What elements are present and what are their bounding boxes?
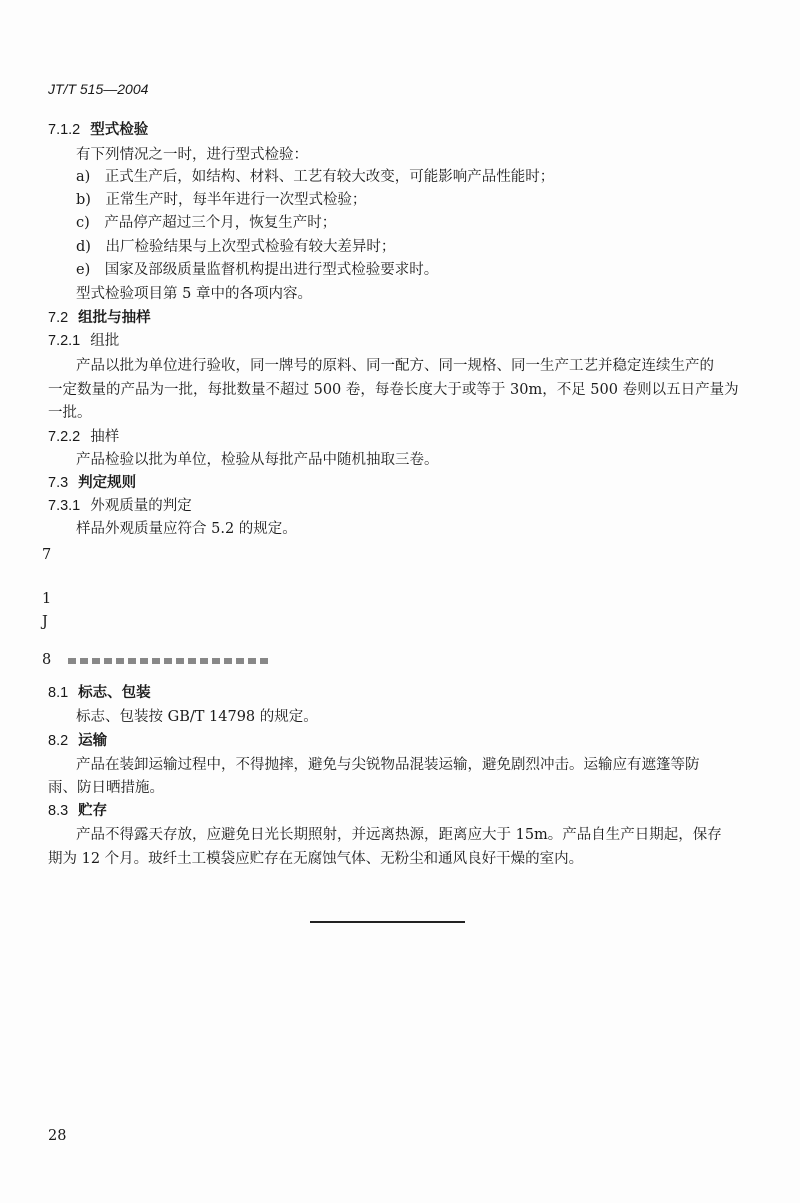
paragraph: 期为 12 个月。玻纤土工模袋应贮存在无腐蚀气体、无粉尘和通风良好干燥的室内。: [48, 851, 584, 867]
end-rule: [310, 921, 465, 923]
list-item: a) 正式生产后，如结构、材料、工艺有较大改变，可能影响产品性能时；: [76, 169, 555, 185]
garbled-heading: [68, 658, 268, 664]
paragraph: 一批。: [48, 405, 92, 421]
heading-7-1-2: 7.1.2 型式检验: [48, 122, 149, 138]
paragraph: 产品在装卸运输过程中，不得抛摔，避免与尖锐物品混装运输，避免剧烈冲击。运输应有遮篷等防: [76, 757, 700, 773]
heading-7-2: 7.2 组批与抽样: [48, 310, 151, 326]
clipped-fragment: 7: [42, 547, 52, 563]
heading-8-3: 8.3 贮存: [48, 803, 108, 819]
paragraph: 样品外观质量应符合 5.2 的规定。: [76, 521, 297, 537]
clipped-fragment: 1: [42, 591, 52, 607]
paragraph: 产品不得露天存放，应避免日光长期照射，并远离热源，距离应大于 15m。产品自生产日期起，保存: [76, 827, 722, 843]
heading-7-2-2: 7.2.2 抽样: [48, 429, 120, 445]
paragraph: 有下列情况之一时，进行型式检验：: [76, 147, 308, 163]
standard-header: JT/T 515—2004: [48, 81, 149, 97]
paragraph: 型式检验项目第 5 章中的各项内容。: [76, 286, 312, 302]
clipped-fragment: J: [42, 614, 48, 630]
page-number: 28: [48, 1128, 67, 1144]
list-item: d) 出厂检验结果与上次型式检验有较大差异时；: [76, 239, 396, 255]
list-item: b) 正常生产时，每半年进行一次型式检验；: [76, 192, 367, 208]
heading-7-3-1: 7.3.1 外观质量的判定: [48, 498, 192, 514]
list-item: e) 国家及部级质量监督机构提出进行型式检验要求时。: [76, 262, 439, 278]
heading-8-2: 8.2 运输: [48, 733, 108, 749]
list-item: c) 产品停产超过三个月，恢复生产时；: [76, 215, 337, 231]
heading-7-3: 7.3 判定规则: [48, 475, 137, 491]
clipped-fragment: 8: [42, 652, 52, 668]
heading-7-2-1: 7.2.1 组批: [48, 333, 120, 349]
paragraph: 雨、防日晒措施。: [48, 780, 164, 796]
paragraph: 一定数量的产品为一批，每批数量不超过 500 卷，每卷长度大于或等于 30m，不足 500 卷则以五日产量为: [48, 382, 739, 398]
paragraph: 标志、包装按 GB/T 14798 的规定。: [76, 709, 318, 725]
heading-8-1: 8.1 标志、包装: [48, 685, 151, 701]
paragraph: 产品检验以批为单位，检验从每批产品中随机抽取三卷。: [76, 452, 439, 468]
paragraph: 产品以批为单位进行验收，同一牌号的原料、同一配方、同一规格、同一生产工艺并稳定连续生产的: [76, 358, 714, 374]
